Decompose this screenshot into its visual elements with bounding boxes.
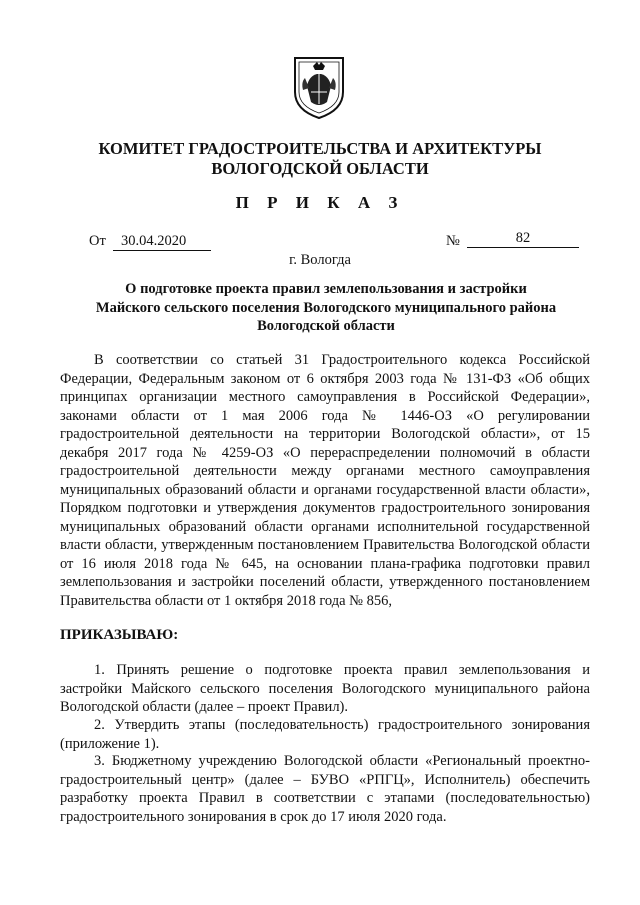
document-number: 82 [467,230,579,248]
document-date: 30.04.2020 [113,233,211,251]
org-line-2: ВОЛОГОДСКОЙ ОБЛАСТИ [211,159,429,178]
document-type: П Р И К А З [235,193,405,212]
order-heading: ПРИКАЗЫВАЮ: [60,627,179,643]
coat-of-arms-icon [291,52,347,120]
preamble-paragraph: В соответствии со статьей 31 Градостроительного кодекса Российской Федерации, Федеральным законом от 6 октября 2003 года № 131-ФЗ «Об общих принципах организации местного самоуправления в Российской Федерации», законами области от 1 мая 2006 года № 1446-ОЗ «О регулировании градостроительной деятельности на территории Вологодской области», от 15 декабря 2017 года № 4259-ОЗ «О перераспределении полномочий в области градостроительной деятельности между органами местного самоуправления муниципальных образований области и органами государственной власти области», Порядком подготовки и утверждения документов градостроительного зонирования муниципальных образований области органами исполнительной государственной власти области, утвержденным постановлением Правительства Вологодской области от 16 июля 2018 года № 645, на основании плана-графика подготовки правил землепользования и застройки поселений области, утвержденного постановлением Правительства области от 1 октября 2018 года № 856, [60,352,590,609]
number-label: № [446,233,460,249]
order-item-3: 3. Бюджетному учреждению Вологодской области «Региональный проектно-градостроительный центр» (далее – БУВО «РПГЦ», Исполнитель) обеспечить разработку проекта Правил в соответствии с этапами (последовательностью) градостроительного зонирования в срок до 17 июля 2020 года. [60,753,590,825]
document-subject [60,280,592,336]
order-item-2: 2. Утвердить этапы (последовательность) градостроительного зонирования (приложение 1). [60,717,590,752]
subject-line-1: О подготовке проекта правил землепользования и застройки [125,281,527,297]
city: г. Вологда [289,252,351,268]
org-line-1: КОМИТЕТ ГРАДОСТРОИТЕЛЬСТВА И АРХИТЕКТУРЫ [98,139,542,158]
date-label: От [89,233,106,249]
order-item-1: 1. Принять решение о подготовке проекта правил землепользования и застройки Майского сельского поселения Вологодского муниципального района Вологодской области (далее – проект Правил). [60,662,590,715]
organization-name [0,139,640,179]
subject-line-2: Майского сельского поселения Вологодского муниципального района [95,299,557,316]
subject-line-3: Вологодской области [257,318,395,334]
